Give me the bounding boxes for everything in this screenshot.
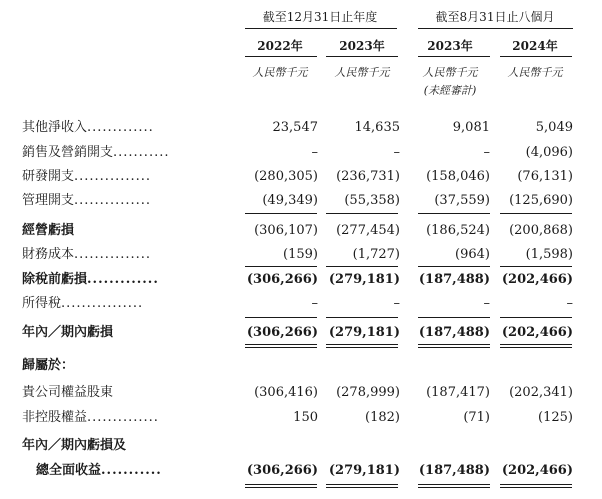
unit-label: 人民幣千元 bbox=[422, 66, 478, 79]
total-rule bbox=[500, 347, 572, 348]
total-rule bbox=[500, 344, 572, 345]
cell: (182) bbox=[365, 410, 400, 425]
year-rule bbox=[245, 56, 317, 57]
row-label-loss-for-period: 年內／期內虧損 bbox=[22, 325, 114, 340]
cell: (37,559) bbox=[434, 193, 490, 208]
cell: (4,096) bbox=[525, 145, 573, 160]
header-rule bbox=[245, 28, 397, 29]
cell: – bbox=[311, 296, 318, 311]
row-label-selling-expenses: 銷售及營銷開支........... bbox=[22, 145, 170, 160]
row-label-income-tax: 所得稅................ bbox=[22, 296, 144, 311]
row-label-loss-before-tax: 除稅前虧損............. bbox=[22, 272, 159, 287]
row-label-rnd-expenses: 研發開支............... bbox=[22, 169, 152, 184]
year-header: 2023年 bbox=[339, 39, 385, 53]
unaudited-label: (未經審計) bbox=[423, 84, 477, 97]
row-label-operating-loss: 經營虧損 bbox=[22, 223, 75, 238]
subtotal-rule bbox=[418, 213, 490, 214]
total-rule bbox=[418, 484, 490, 485]
total-rule bbox=[326, 347, 398, 348]
cell: (306,266) bbox=[246, 272, 318, 287]
cell: 23,547 bbox=[272, 120, 318, 135]
cell: (279,181) bbox=[328, 325, 400, 340]
subtotal-rule bbox=[245, 317, 317, 318]
cell: (49,349) bbox=[262, 193, 318, 208]
row-label-loss-and-comprehensive-1: 年內／期內虧損及 bbox=[22, 438, 127, 453]
cell: 150 bbox=[293, 410, 318, 425]
subtotal-rule bbox=[326, 317, 398, 318]
header-rule bbox=[418, 28, 573, 29]
total-rule bbox=[418, 487, 490, 488]
cell: 14,635 bbox=[354, 120, 400, 135]
cell: – bbox=[393, 296, 400, 311]
period-header-eight-months: 截至8月31日止八個月 bbox=[435, 10, 555, 24]
cell: (202,466) bbox=[501, 272, 573, 287]
total-rule bbox=[418, 344, 490, 345]
row-label-other-income: 其他淨收入............. bbox=[22, 120, 154, 135]
period-header-year: 截至12月31日止年度 bbox=[262, 10, 378, 24]
subtotal-rule bbox=[418, 317, 490, 318]
row-label-non-controlling: 非控股權益.............. bbox=[22, 410, 159, 425]
cell: (280,305) bbox=[254, 169, 318, 184]
year-header: 2022年 bbox=[257, 39, 303, 53]
cell: (158,046) bbox=[426, 169, 490, 184]
total-rule bbox=[418, 347, 490, 348]
subtotal-rule bbox=[500, 317, 572, 318]
cell: (306,107) bbox=[254, 223, 318, 238]
total-rule bbox=[245, 487, 317, 488]
cell: (964) bbox=[455, 247, 490, 262]
subtotal-rule bbox=[326, 213, 398, 214]
year-header: 2024年 bbox=[512, 39, 558, 53]
total-rule bbox=[500, 484, 572, 485]
unit-label: 人民幣千元 bbox=[334, 66, 390, 79]
cell: (202,341) bbox=[509, 385, 573, 400]
row-label-equity-shareholders: 貴公司權益股東 bbox=[22, 385, 114, 400]
total-rule bbox=[500, 487, 572, 488]
cell: (278,999) bbox=[336, 385, 400, 400]
total-rule bbox=[245, 484, 317, 485]
row-label-finance-costs: 財務成本............... bbox=[22, 247, 152, 262]
year-rule bbox=[500, 56, 572, 57]
cell: (186,524) bbox=[426, 223, 490, 238]
cell: – bbox=[483, 145, 490, 160]
cell: (200,868) bbox=[509, 223, 573, 238]
cell: (236,731) bbox=[336, 169, 400, 184]
cell: – bbox=[311, 145, 318, 160]
cell: – bbox=[483, 296, 490, 311]
year-header: 2023年 bbox=[427, 39, 473, 53]
cell: (202,466) bbox=[501, 463, 573, 478]
unit-label: 人民幣千元 bbox=[507, 66, 563, 79]
unit-label: 人民幣千元 bbox=[252, 66, 308, 79]
row-label-admin-expenses: 管理開支............... bbox=[22, 193, 152, 208]
cell: (1,727) bbox=[352, 247, 400, 262]
cell: (279,181) bbox=[328, 463, 400, 478]
subtotal-rule bbox=[326, 266, 398, 267]
subtotal-rule bbox=[245, 266, 317, 267]
cell: (125,690) bbox=[509, 193, 573, 208]
subtotal-rule bbox=[245, 213, 317, 214]
subtotal-rule bbox=[500, 213, 572, 214]
cell: (277,454) bbox=[336, 223, 400, 238]
total-rule bbox=[245, 344, 317, 345]
cell: (279,181) bbox=[328, 272, 400, 287]
cell: (187,488) bbox=[418, 463, 490, 478]
cell: (125) bbox=[538, 410, 573, 425]
cell: – bbox=[393, 145, 400, 160]
total-rule bbox=[326, 484, 398, 485]
cell: (76,131) bbox=[517, 169, 573, 184]
cell: (306,416) bbox=[254, 385, 318, 400]
cell: (187,488) bbox=[418, 325, 490, 340]
cell: 9,081 bbox=[452, 120, 490, 135]
cell: (55,358) bbox=[344, 193, 400, 208]
subtotal-rule bbox=[418, 266, 490, 267]
subtotal-rule bbox=[500, 266, 572, 267]
year-rule bbox=[326, 56, 398, 57]
row-label-attributable-to: 歸屬於： bbox=[22, 358, 75, 373]
total-rule bbox=[326, 487, 398, 488]
cell: (159) bbox=[283, 247, 318, 262]
cell: (187,417) bbox=[426, 385, 490, 400]
cell: 5,049 bbox=[535, 120, 573, 135]
row-label-total-comprehensive: 總全面收益........... bbox=[36, 463, 162, 478]
cell: (306,266) bbox=[246, 325, 318, 340]
cell: (306,266) bbox=[246, 463, 318, 478]
total-rule bbox=[245, 347, 317, 348]
cell: (202,466) bbox=[501, 325, 573, 340]
year-rule bbox=[418, 56, 490, 57]
cell: (1,598) bbox=[525, 247, 573, 262]
cell: (187,488) bbox=[418, 272, 490, 287]
cell: (71) bbox=[463, 410, 490, 425]
cell: – bbox=[566, 296, 573, 311]
total-rule bbox=[326, 344, 398, 345]
